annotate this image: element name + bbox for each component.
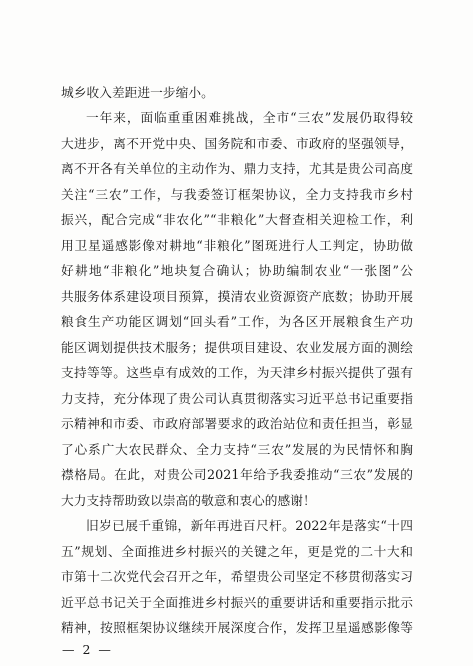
- text-line: 大力支持帮助致以崇高的敬意和衷心的感谢！: [61, 493, 316, 508]
- text-line: 一年来，面临重重困难挑战，全市“三农”发展仍取得较: [86, 110, 413, 125]
- text-line: 共服务体系建设项目预算，摸清农业资源资产底数；协助开展: [61, 289, 413, 304]
- text-line: 襟格局。在此，对贵公司2021年给予我委推动“三农”发展的: [61, 467, 413, 482]
- text-line: 城乡收入差距进一步缩小。: [61, 85, 214, 100]
- text-line: 市第十二次党代会召开之年，希望贵公司坚定不移贯彻落实习: [61, 569, 413, 584]
- text-line: 五”规划、全面推进乡村振兴的关键之年，更是党的二十大和: [61, 544, 413, 559]
- text-line: 粮食生产功能区调划“回头看”工作，为各区开展粮食生产功: [61, 314, 413, 329]
- page-number: — 2 —: [62, 642, 113, 657]
- text-line: 示精神和市委、市政府部署要求的政治站位和责任担当，彰显: [61, 416, 413, 431]
- text-line: 近平总书记关于全面推进乡村振兴的重要讲话和重要指示批示: [61, 595, 413, 610]
- text-line: 用卫星遥感影像对耕地“非粮化”图斑进行人工判定，协助做: [61, 238, 413, 253]
- text-line: 了心系广大农民群众、全力支持“三农”发展的为民情怀和胸: [61, 442, 413, 457]
- text-line: 支持等等。这些卓有成效的工作，为天津乡村振兴提供了强有: [61, 365, 413, 380]
- text-line: 关注“三农”工作，与我委签订框架协议，全力支持我市乡村: [61, 187, 413, 202]
- text-line: 旧岁已展千重锦，新年再进百尺杆。2022年是落实“十四: [86, 518, 413, 533]
- text-line: 精神，按照框架协议继续开展深度合作，发挥卫星遥感影像等: [61, 620, 413, 635]
- text-line: 离不开各有关单位的主动作为、鼎力支持，尤其是贵公司高度: [61, 161, 413, 176]
- text-line: 能区调划提供技术服务；提供项目建设、农业发展方面的测绘: [61, 340, 413, 355]
- text-line: 力支持，充分体现了贵公司认真贯彻落实习近平总书记重要指: [61, 391, 413, 406]
- text-line: 大进步，离不开党中央、国务院和市委、市政府的坚强领导，: [61, 136, 413, 151]
- text-line: 振兴，配合完成“非农化”“非粮化”大督查相关迎检工作，利: [61, 212, 413, 227]
- text-line: 好耕地“非粮化”地块复合确认；协助编制农业“一张图”公: [61, 263, 413, 278]
